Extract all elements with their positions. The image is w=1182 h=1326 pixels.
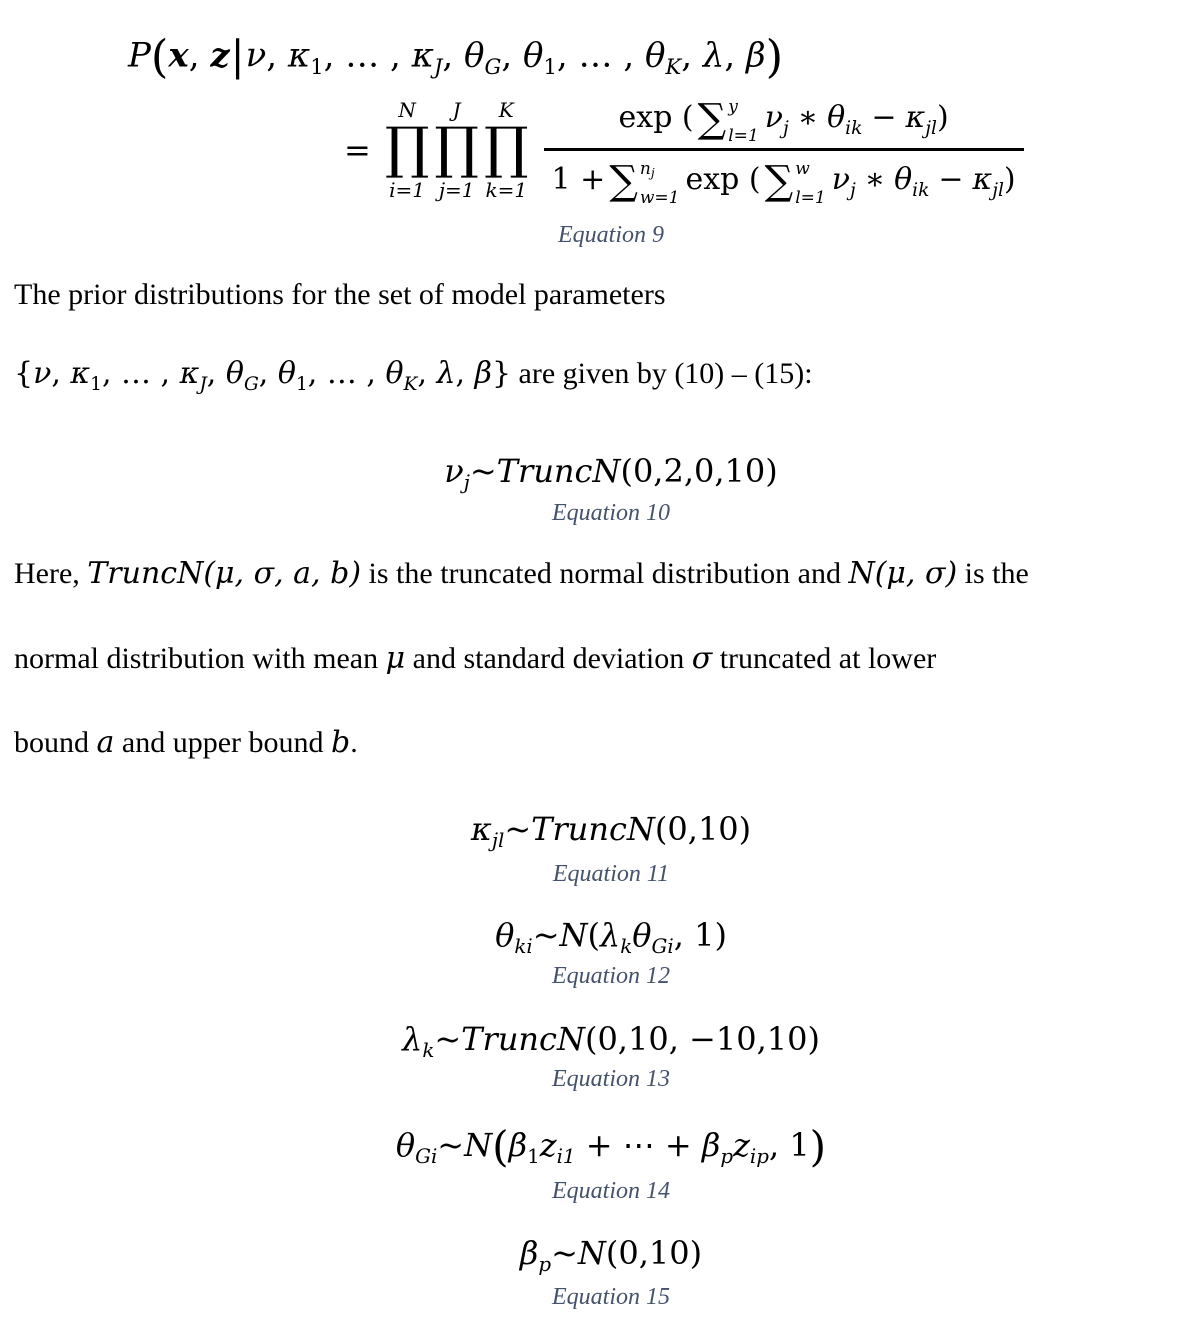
distribution-name: N [559, 916, 588, 954]
product-symbol: ∏ [434, 116, 479, 181]
equation-13-caption: Equation 13 [552, 1066, 670, 1092]
subscript: jl [992, 179, 1004, 201]
paragraph-prior-distributions-line1: The prior distributions for the set of model parameters [14, 278, 666, 311]
subscript: j [650, 166, 655, 181]
distribution-args: (0,10) [605, 1234, 703, 1272]
subscript: ik [845, 117, 863, 139]
math-token: β [701, 1125, 721, 1164]
distribution-args: (0,10, −10,10) [584, 1020, 820, 1058]
math-token: , [188, 35, 211, 76]
product-symbol: ∏ [483, 116, 529, 181]
math-token: κ [70, 356, 91, 391]
paragraph-prior-distributions-line2 [14, 356, 813, 395]
math-token: θ [225, 356, 244, 391]
math-token: κ [411, 35, 434, 76]
sum-symbol: ∑ [697, 96, 727, 142]
math-token: κ [905, 100, 926, 135]
product-lower-limit: i=1 [389, 178, 426, 202]
math-token: λ [702, 35, 725, 76]
math-token: b [331, 725, 351, 760]
math-token: κ [972, 162, 993, 197]
fraction-denominator [544, 148, 1024, 208]
minus-operator: − [938, 162, 964, 197]
equation-9-lhs [128, 30, 783, 83]
open-paren: ( [587, 916, 600, 954]
subscript: k [620, 934, 633, 958]
math-token: ν [764, 100, 783, 135]
tilde-operator: ~ [551, 1234, 578, 1272]
subscript: k [422, 1038, 435, 1062]
math-token: , [206, 356, 226, 391]
math-token: κ [179, 356, 200, 391]
math-token: z [539, 1125, 557, 1164]
distribution-name: TruncN [87, 556, 204, 591]
math-token: β [519, 1234, 539, 1272]
math-token: κ [287, 35, 311, 76]
product-symbol: ∏ [384, 116, 430, 181]
equation-11-caption: Equation 11 [552, 861, 670, 887]
math-token: , [681, 35, 703, 76]
paragraph-truncn-line2 [14, 641, 936, 676]
subscript: i1 [556, 1144, 576, 1168]
math-token: κ [470, 810, 492, 848]
math-token: β [508, 1125, 528, 1164]
subscript: 1 [295, 373, 308, 395]
math-token: ν [33, 356, 52, 391]
equation-9-caption: Equation 9 [558, 222, 664, 248]
open-paren: ( [492, 1122, 509, 1171]
close-paren: ) [765, 30, 784, 83]
math-token: n [639, 159, 651, 179]
sum-limits [728, 99, 759, 145]
subscript: ip [749, 1144, 769, 1168]
math-token: ν [444, 452, 464, 490]
equation-11 [40, 810, 1182, 852]
subscript: 1 [90, 373, 102, 395]
sum-upper-limit [639, 159, 680, 181]
math-token: , … , [101, 356, 180, 391]
close-paren: ) [936, 100, 949, 135]
sum-lower-limit: w=1 [639, 188, 680, 208]
subscript: Gi [415, 1144, 438, 1168]
equation-12 [40, 916, 1182, 958]
subscript: j [782, 117, 789, 139]
sum-upper-limit: w [795, 159, 810, 179]
equation-15 [40, 1234, 1182, 1276]
math-token: β [746, 35, 766, 76]
sum-lower-limit: l=1 [728, 126, 759, 146]
distribution-name: N [577, 1234, 606, 1272]
distribution-name: TruncN [496, 452, 621, 490]
sum-upper-limit: y [728, 97, 738, 117]
math-token: β [474, 356, 492, 391]
math-token: a [96, 725, 115, 760]
math-token: , [455, 356, 475, 391]
subscript: K [403, 373, 418, 395]
math-token: θ [277, 356, 296, 391]
equation-12-caption: Equation 12 [552, 963, 670, 989]
paragraph-text: truncated at lower [712, 642, 937, 675]
sum-operator [764, 158, 826, 208]
sum-symbol: ∑ [764, 158, 794, 204]
equation-14-caption: Equation 14 [552, 1178, 670, 1204]
plus-dots-operator: + ⋯ + [575, 1125, 702, 1164]
distribution-name: N [464, 1125, 493, 1164]
math-token: θ [495, 916, 515, 954]
distribution-name: TruncN [531, 810, 655, 848]
math-token: λ [599, 916, 621, 954]
sum-operator [697, 96, 759, 146]
subscript: G [243, 373, 259, 395]
close-brace: } [491, 356, 512, 391]
equation-15-caption: Equation 15 [552, 1284, 670, 1310]
sum-limits [795, 161, 826, 207]
asterisk-operator: ∗ [864, 162, 886, 197]
exp-function: exp ( [618, 100, 694, 135]
fraction-numerator [544, 96, 1024, 148]
subscript: ik [912, 179, 930, 201]
sum-operator [609, 158, 680, 208]
math-token: x [168, 35, 189, 76]
subscript: 1 [310, 54, 324, 79]
equation-9-main [344, 96, 1024, 208]
math-token: θ [523, 35, 544, 76]
product-operator-i [385, 100, 430, 200]
product-lower-limit: j=1 [438, 178, 475, 202]
sum-lower-limit: l=1 [795, 188, 826, 208]
product-upper-limit: K [498, 98, 514, 122]
subscript: ki [514, 934, 533, 958]
close-paren: , 1) [673, 916, 727, 954]
equation-10-caption: Equation 10 [552, 500, 670, 526]
subscript: K [665, 54, 682, 79]
subscript: j [463, 470, 470, 494]
fraction [544, 96, 1024, 208]
tilde-operator: ~ [532, 916, 560, 954]
paragraph-text: and standard deviation [405, 642, 692, 675]
math-token: , [51, 356, 71, 391]
math-token: , [417, 356, 437, 391]
math-token: , … , [323, 35, 412, 76]
math-token: θ [644, 35, 666, 76]
paragraph-text: is the truncated normal distribution and [361, 557, 849, 590]
tilde-operator: ~ [504, 810, 532, 848]
subscript: 1 [527, 1144, 540, 1168]
math-token: P [128, 35, 151, 76]
distribution-args: (0,10) [654, 810, 752, 848]
subscript: Gi [651, 934, 674, 958]
paragraph-text: and upper bound [114, 726, 332, 759]
math-token: 1 + [551, 162, 606, 197]
math-token: μ [385, 641, 406, 676]
math-token: , [442, 35, 465, 76]
math-token: z [210, 35, 230, 76]
math-token: z [733, 1125, 750, 1164]
subscript: p [720, 1144, 734, 1168]
product-upper-limit: N [398, 98, 416, 122]
subscript: p [538, 1252, 552, 1276]
parameter-set [14, 356, 512, 395]
product-lower-limit: k=1 [485, 178, 528, 202]
open-paren: ( [150, 30, 169, 83]
math-token: θ [464, 35, 485, 76]
subscript: jl [491, 828, 505, 852]
math-token: θ [385, 356, 404, 391]
paragraph-text: . [350, 726, 358, 759]
math-token: , [266, 35, 288, 76]
equals-sign: = [344, 131, 371, 169]
exp-function: exp ( [685, 162, 761, 197]
subscript: J [433, 54, 443, 79]
tilde-operator: ~ [469, 452, 497, 490]
paragraph-truncn-line1 [14, 556, 1029, 591]
paragraph-text: is the [957, 557, 1029, 590]
subscript: G [484, 54, 502, 79]
open-brace: { [14, 356, 34, 391]
math-token: θ [632, 916, 652, 954]
equation-10 [40, 452, 1182, 494]
math-token: σ [691, 641, 713, 676]
close-paren: ) [1003, 162, 1016, 197]
distribution-args: (0,2,0,10) [620, 452, 778, 490]
math-token: θ [827, 100, 846, 135]
close-paren: ) [809, 1122, 827, 1171]
paragraph-text: normal distribution with mean [14, 642, 386, 675]
math-token: ν [831, 162, 850, 197]
product-operator-k [484, 100, 529, 200]
subscript: J [199, 373, 207, 395]
math-token: λ [402, 1020, 423, 1058]
minus-operator: − [871, 100, 897, 135]
math-token: , [258, 356, 278, 391]
distribution-name: TruncN [461, 1020, 585, 1058]
subscript: jl [925, 117, 937, 139]
paragraph-text: are given by (10) – (15): [511, 357, 813, 390]
equation-14 [40, 1122, 1182, 1171]
distribution-args: (μ, σ, a, b) [203, 556, 362, 591]
math-token: , 1 [768, 1125, 810, 1164]
tilde-operator: ~ [434, 1020, 462, 1058]
product-operator-j [434, 100, 479, 200]
math-token: , … , [556, 35, 645, 76]
subscript: j [849, 179, 856, 201]
paragraph-truncn-line3 [14, 725, 358, 760]
math-token: , … , [307, 356, 386, 391]
math-token: , [501, 35, 523, 76]
product-upper-limit: J [452, 98, 461, 122]
sum-symbol: ∑ [609, 158, 638, 204]
paragraph-text: bound [14, 726, 97, 759]
sum-limits [640, 161, 680, 207]
equation-13 [40, 1020, 1182, 1062]
conditional-bar: | [230, 30, 245, 80]
math-token: θ [395, 1125, 416, 1164]
math-token: λ [436, 356, 456, 391]
subscript: 1 [543, 54, 557, 79]
distribution-name: N [848, 556, 875, 591]
tilde-operator: ~ [437, 1125, 465, 1164]
paragraph-text: Here, [14, 557, 88, 590]
distribution-args: (μ, σ) [874, 556, 958, 591]
asterisk-operator: ∗ [797, 100, 819, 135]
math-token: , [724, 35, 746, 76]
math-token: ν [245, 35, 267, 76]
math-token: θ [894, 162, 913, 197]
